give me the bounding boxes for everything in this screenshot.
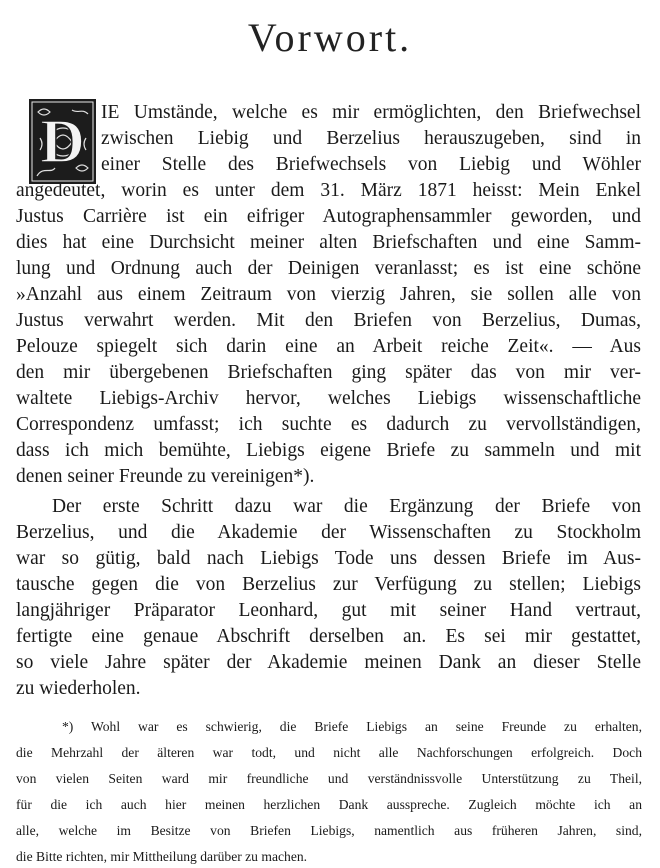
footnote-line: alle, welche im Besitze von Briefen Liebigs, namentlich aus früheren Jahren, sind, [16, 823, 642, 838]
body-line: Der erste Schritt dazu war die Ergänzung der Briefe von [52, 496, 641, 517]
body-line: war so gütig, bald nach Liebigs Tode uns dessen Briefe im Aus- [16, 548, 641, 569]
body-line: fertigte eine genaue Abschrift derselben an. Es sei mir gestattet, [16, 626, 641, 647]
footnote-line: *) Wohl war es schwierig, die Briefe Liebigs an seine Freunde zu erhalten, [62, 719, 642, 734]
body-line: Justus Carrière ist ein eifriger Autographensammler geworden, und [16, 206, 641, 227]
body-line: zu wiederholen. [16, 678, 141, 699]
body-line: waltete Liebigs-Archiv hervor, welches Liebigs wissenschaftliche [16, 388, 641, 409]
body-line: Justus verwahrt werden. Mit den Briefen von Berzelius, Dumas, [16, 310, 641, 331]
body-line: IE Umstände, welche es mir ermöglichten, den Briefwechsel [101, 102, 641, 123]
footnote-line: von vielen Seiten ward mir freundliche und verständnissvolle Unterstützung zu Theil, [16, 771, 642, 786]
footnote-line: für die ich auch hier meinen herzlichen Dank ausspreche. Zugleich möchte ich an [16, 797, 642, 812]
footnote-line: die Mehrzahl der älteren war todt, und nicht alle Nachforschungen erfolgreich. Doch [16, 745, 642, 760]
body-line: tausche gegen die von Berzelius zur Verfügung zu stellen; Liebigs [16, 574, 641, 595]
body-line: so viele Jahre später der Akademie meinen Dank an dieser Stelle [16, 652, 641, 673]
decorated-initial-d-icon [28, 98, 97, 185]
body-line: zwischen Liebig und Berzelius herauszugeben, sind in [101, 128, 641, 149]
body-line: denen seiner Freunde zu vereinigen*). [16, 466, 315, 487]
body-line: angedeutet, worin es unter dem 31. März 1871 heisst: Mein Enkel [16, 180, 641, 201]
page-title: Vorwort. [247, 15, 413, 60]
footnote-line: die Bitte richten, mir Mittheilung darüber zu machen. [16, 849, 308, 864]
body-line: Pelouze spiegelt sich darin eine an Arbeit reiche Zeit«. — Aus [16, 336, 641, 357]
body-line: lung und Ordnung auch der Deinigen veranlasst; es ist eine schöne [16, 258, 641, 279]
body-line: den mir übergebenen Briefschaften ging später das von mir ver- [16, 362, 641, 383]
initial-letter: D [40, 108, 85, 176]
body-line: langjähriger Präparator Leonhard, gut mit seiner Hand vertraut, [16, 600, 641, 621]
body-line: Correspondenz umfasst; ich suchte es dadurch zu vervollständigen, [16, 414, 641, 435]
body-line: Berzelius, und die Akademie der Wissenschaften zu Stockholm [16, 522, 641, 543]
body-line: »Anzahl aus einem Zeitraum von vierzig Jahren, sie sollen alle von [16, 284, 641, 305]
body-line: dies hat eine Durchsicht meiner alten Briefschaften und eine Samm- [16, 232, 641, 253]
body-line: einer Stelle des Briefwechsels von Liebig und Wöhler [101, 154, 641, 175]
body-line: dass ich mich bemühte, Liebigs eigene Briefe zu sammeln und mit [16, 440, 641, 461]
